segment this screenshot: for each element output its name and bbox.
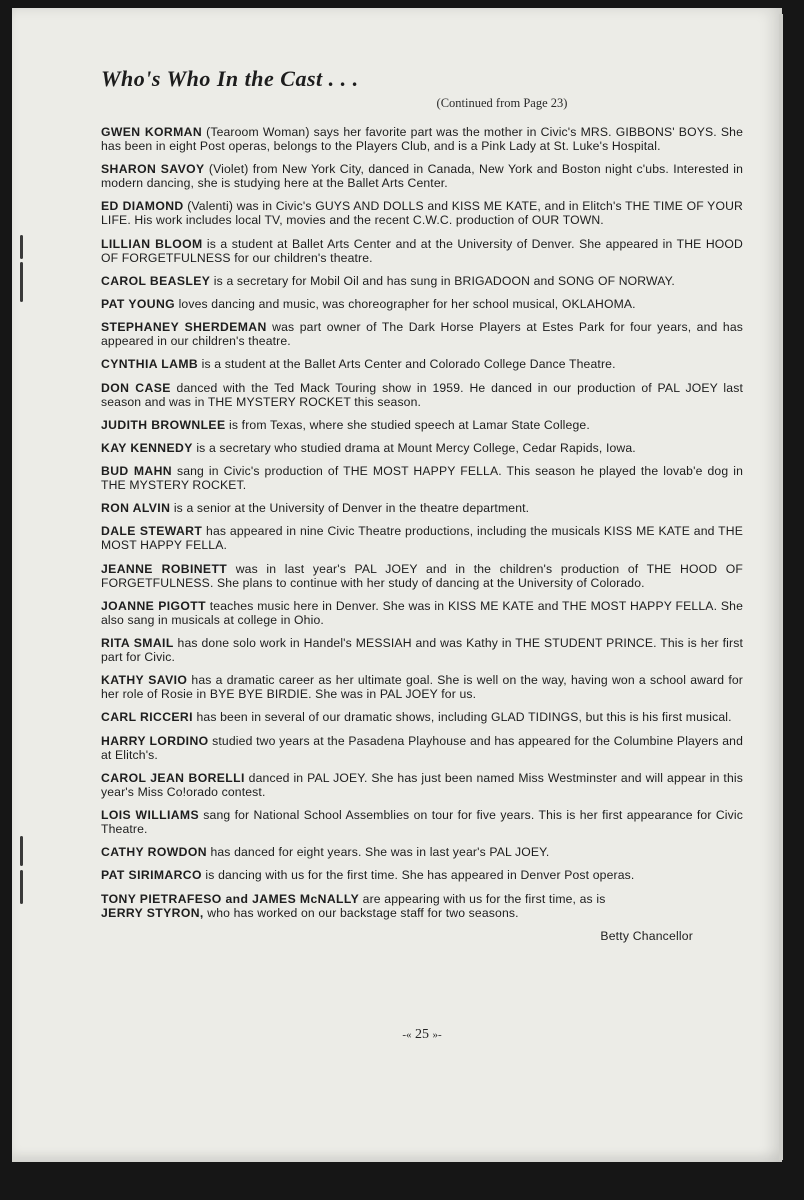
cast-entry bbox=[101, 357, 743, 371]
cast-entry bbox=[101, 441, 743, 455]
cast-bio: was in last year's PAL JOEY and in the children's production of THE HOOD OF FORGETFULNESS. She plans to continue with her study of dancing at the University of Colorado. bbox=[101, 561, 743, 590]
author-signature: Betty Chancellor bbox=[600, 928, 693, 943]
cast-entry bbox=[101, 673, 743, 701]
cast-entry bbox=[101, 237, 743, 265]
cast-bio: has been in several of our dramatic shows, including GLAD TIDINGS, but this is his first musical. bbox=[192, 710, 732, 725]
cast-entry bbox=[101, 636, 743, 664]
page-content bbox=[101, 62, 743, 943]
program-page bbox=[12, 8, 782, 1162]
cast-entry bbox=[101, 771, 743, 799]
cast-name: PAT SIRIMARCO bbox=[101, 868, 202, 883]
continued-note: (Continued from Page 23) bbox=[436, 96, 568, 110]
cast-entry bbox=[101, 734, 743, 762]
cast-bio: who has worked on our backstage staff for two seasons. bbox=[203, 905, 519, 920]
cast-entry bbox=[101, 845, 743, 859]
cast-name: CAROL JEAN BORELLI bbox=[101, 770, 245, 785]
cast-name: JEANNE ROBINETT bbox=[101, 561, 228, 576]
cast-name: DON CASE bbox=[101, 380, 171, 395]
page-number-value: 25 bbox=[415, 1027, 429, 1042]
cast-bio: (Valenti) was in Civic's GUYS AND DOLLS and KISS ME KATE, and in Elitch's THE TIME OF YOUR LIFE. His work includes local TV, movies and the recent C.W.C. production of OUR TOWN. bbox=[101, 199, 743, 228]
cast-entry bbox=[101, 274, 743, 288]
cast-name: SHARON SAVOY bbox=[101, 162, 205, 177]
cast-name: CATHY ROWDON bbox=[101, 845, 207, 860]
page-edge bbox=[779, 14, 783, 1160]
folio-ornament-left: -« bbox=[402, 1029, 412, 1041]
cast-bio: is a secretary who studied drama at Mount Mercy College, Cedar Rapids, Iowa. bbox=[192, 440, 636, 455]
cast-name: STEPHANEY SHERDEMAN bbox=[101, 320, 267, 335]
cast-entry bbox=[101, 418, 743, 432]
binding-mark bbox=[20, 836, 23, 866]
cast-name: LOIS WILLIAMS bbox=[101, 807, 200, 822]
cast-name: JERRY STYRON, bbox=[101, 905, 204, 920]
cast-entry bbox=[101, 562, 743, 590]
cast-name: CARL RICCERI bbox=[101, 710, 193, 725]
cast-name: KATHY SAVIO bbox=[101, 673, 188, 688]
cast-name: BUD MAHN bbox=[101, 464, 172, 479]
cast-name: GWEN KORMAN bbox=[101, 125, 203, 139]
cast-bio: studied two years at the Pasadena Playhouse and has appeared for the Columbine Players and at Elitch's. bbox=[101, 733, 743, 762]
cast-bio: danced in PAL JOEY. She has just been named Miss Westminster and will appear in this year's Miss Co!orado contest. bbox=[101, 770, 743, 799]
cast-entry bbox=[101, 599, 743, 627]
binding-mark bbox=[20, 262, 23, 302]
cast-name: CYNTHIA LAMB bbox=[101, 357, 199, 372]
cast-entry bbox=[101, 808, 743, 836]
cast-name: ED DIAMOND bbox=[101, 199, 184, 214]
binding-mark bbox=[20, 235, 23, 259]
cast-bio: loves dancing and music, was choreographer for her school musical, OKLAHOMA. bbox=[175, 296, 636, 311]
cast-bio: is a student at the Ballet Arts Center and Colorado College Dance Theatre. bbox=[198, 357, 616, 372]
cast-bio: is dancing with us for the first time. She has appeared in Denver Post operas. bbox=[201, 868, 635, 883]
cast-entry bbox=[101, 524, 743, 552]
cast-bio: is a senior at the University of Denver in the theatre department. bbox=[170, 501, 530, 516]
cast-name: RITA SMAIL bbox=[101, 636, 174, 650]
page-title: Who's Who In the Cast . . . bbox=[101, 66, 359, 91]
page-number bbox=[101, 1027, 743, 1043]
cast-entry-final bbox=[101, 892, 743, 920]
cast-entry bbox=[101, 381, 743, 409]
cast-bio: is a secretary for Mobil Oil and has sung in BRIGADOON and SONG OF NORWAY. bbox=[210, 273, 675, 288]
cast-bio: is from Texas, where she studied speech at Lamar State College. bbox=[225, 417, 590, 432]
cast-bio: teaches music here in Denver. She was in KISS ME KATE and THE MOST HAPPY FELLA. She also sang in musicals at college in Ohio. bbox=[101, 598, 743, 627]
cast-bio: has a dramatic career as her ultimate goal. She is well on the way, having won a school award for her role of Rosie in BYE BYE BIRDIE. She was in PAL JOEY for us. bbox=[101, 673, 743, 702]
cast-entry bbox=[101, 501, 743, 515]
cast-bio: sang for National School Assemblies on tour for five years. This is her first appearance for Civic Theatre. bbox=[101, 807, 743, 836]
cast-list bbox=[101, 125, 743, 882]
cast-bio: has done solo work in Handel's MESSIAH and was Kathy in THE STUDENT PRINCE. This is her first part for Civic. bbox=[101, 636, 743, 664]
cast-entry bbox=[101, 125, 743, 153]
cast-bio: is a student at Ballet Arts Center and at the University of Denver. She appeared in THE HOOD OF FORGETFULNESS for our children's theatre. bbox=[101, 236, 744, 265]
cast-bio: has danced for eight years. She was in last year's PAL JOEY. bbox=[206, 845, 550, 860]
cast-entry bbox=[101, 868, 743, 882]
cast-entry bbox=[101, 710, 743, 724]
cast-entry bbox=[101, 297, 743, 311]
cast-bio: sang in Civic's production of THE MOST HAPPY FELLA. This season he played the lovab'e dog in THE MYSTERY ROCKET. bbox=[101, 464, 744, 493]
cast-name: JOANNE PIGOTT bbox=[101, 598, 206, 613]
cast-name: TONY PIETRAFESO and JAMES McNALLY bbox=[101, 891, 360, 906]
cast-name: RON ALVIN bbox=[101, 501, 171, 516]
cast-entry bbox=[101, 162, 743, 190]
cast-name: JUDITH BROWNLEE bbox=[101, 417, 226, 432]
cast-bio: danced with the Ted Mack Touring show in 1959. He danced in our production of PAL JOEY last season and was in THE MYSTERY ROCKET this season. bbox=[101, 380, 743, 409]
folio-ornament-right: »- bbox=[432, 1029, 442, 1041]
cast-entry bbox=[101, 464, 743, 492]
cast-entry bbox=[101, 320, 743, 348]
cast-name: PAT YOUNG bbox=[101, 296, 176, 311]
cast-bio: (Violet) from New York City, danced in Canada, New York and Boston night c'ubs. Interested in modern dancing, she is studying here at the Ballet Arts Center. bbox=[101, 162, 744, 191]
cast-bio: are appearing with us for the first time, as is bbox=[359, 891, 606, 906]
cast-name: CAROL BEASLEY bbox=[101, 273, 211, 288]
cast-name: LILLIAN BLOOM bbox=[101, 236, 203, 251]
cast-name: DALE STEWART bbox=[101, 524, 203, 539]
cast-name: HARRY LORDINO bbox=[101, 733, 209, 748]
cast-bio: (Tearoom Woman) says her favorite part was the mother in Civic's MRS. GIBBONS' BOYS. She has been in eight Post operas, belongs to the Players Club, and is a Pink Lady at St. Luke's Hospital. bbox=[101, 125, 743, 153]
cast-name: KAY KENNEDY bbox=[101, 440, 193, 455]
cast-entry bbox=[101, 199, 743, 227]
cast-bio: was part owner of The Dark Horse Players at Estes Park for four years, and has appeared in our children's theatre. bbox=[101, 320, 743, 349]
cast-bio: has appeared in nine Civic Theatre productions, including the musicals KISS ME KATE and THE MOST HAPPY FELLA. bbox=[101, 524, 743, 553]
binding-mark bbox=[20, 870, 23, 904]
